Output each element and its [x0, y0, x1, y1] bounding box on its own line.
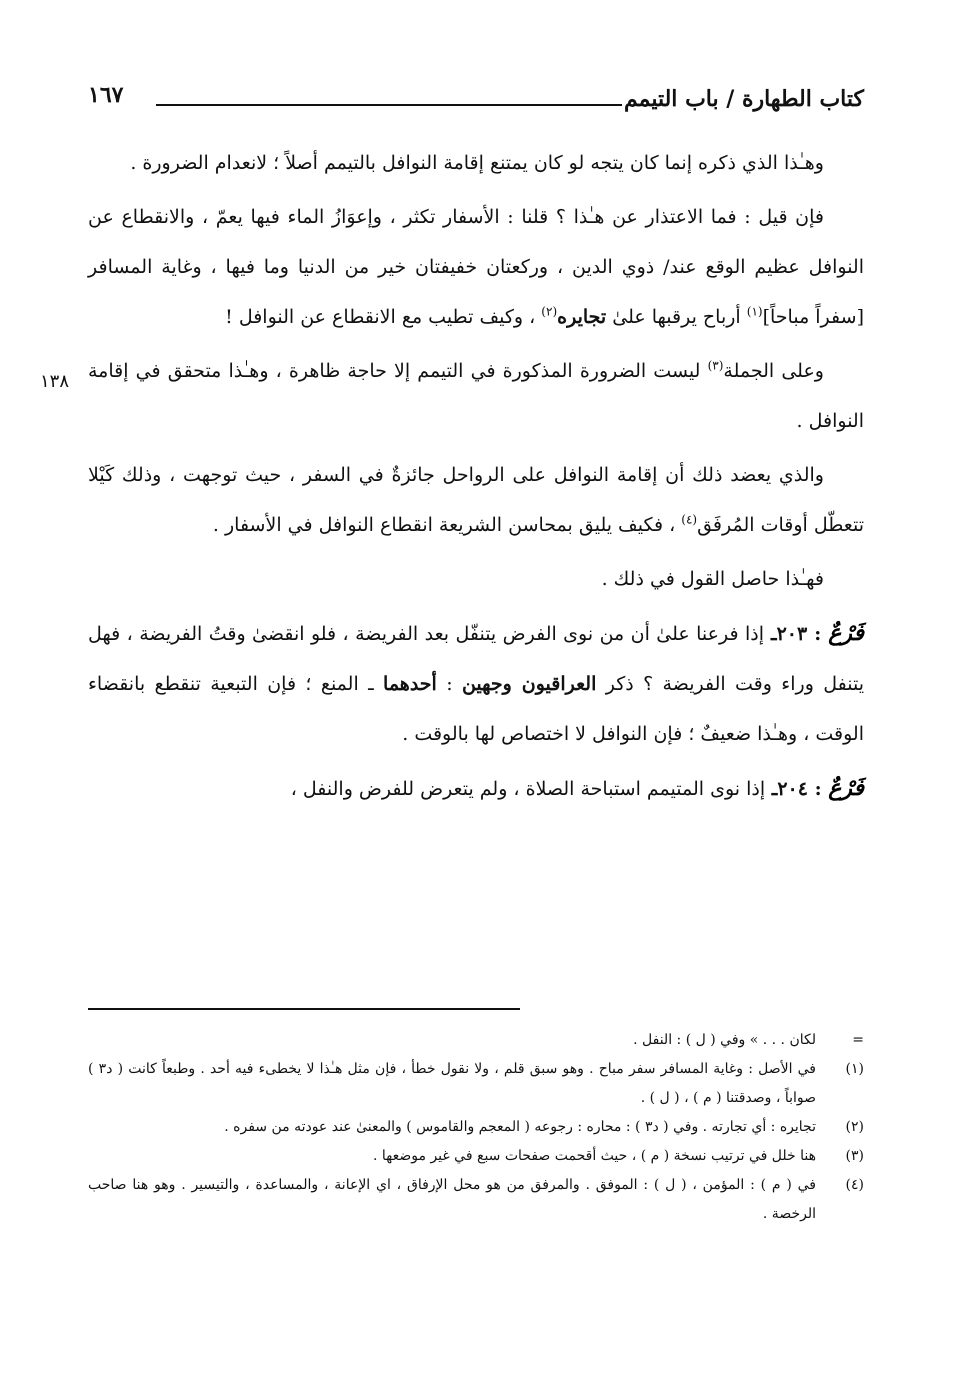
running-header: [88, 78, 864, 118]
paragraph-6-text-c: ـ المنع ؛ فإن التبعية تنقطع بانقضاء الوقت ، وهـٰذا ضعيفٌ ؛ فإن النوافل لا اختصاص لها بالوقت .: [88, 673, 864, 745]
far-number: : ٢٠٤ـ: [765, 778, 829, 800]
footnote-mark: (٣): [845, 1148, 864, 1164]
paragraph-6-text-a: إذا فرعنا علىٰ أن من نوى الفرض يتنفّل بعد الفريضة ، فلو انقضىٰ وقتُ الفريضة ، فهل يتنفل وراء وقت الفريضة ؟ ذكر: [88, 623, 864, 695]
paragraph-2: [88, 192, 864, 342]
page-number: ١٦٧: [88, 82, 124, 108]
paragraph-2-text-c: ، وكيف تطيب مع الانقطاع عن النوافل !: [225, 306, 542, 328]
far-number: : ٢٠٣ـ: [764, 623, 829, 645]
main-text: [88, 138, 864, 814]
footnote-1: [88, 1055, 864, 1113]
footnote-text: تجايره : أي تجارته . وفي ( د٣ ) : محاره : رجوعه ( المعجم والقاموس ) والمعنىٰ عند عودته من سفره .: [224, 1119, 816, 1135]
book-page: [40, 78, 864, 1338]
header-title: كتاب الطهارة / باب التيمم: [623, 86, 864, 112]
footnote-mark: (٤): [845, 1177, 864, 1193]
paragraph-6-far: [88, 608, 864, 759]
paragraph-1: وهـٰذا الذي ذكره إنما كان يتجه لو كان يمتنع إقامة النوافل بالتيمم أصلاً ؛ لانعدام الضرورة .: [130, 152, 824, 174]
footnotes: [88, 1026, 864, 1229]
footnote-text: في ( م ) : المؤمن ، ( ل ) : الموفق . والمرفق من هو محل الإرفاق ، اي الإعانة ، والمساعدة ، والتيسير . وهو هنا صاحب الرخصة .: [88, 1177, 816, 1222]
paragraph-3-text-a: وعلى الجملة: [723, 360, 824, 382]
paragraph-6-bold-2: أحدهما: [383, 673, 437, 695]
paragraph-3: [88, 346, 864, 446]
footnote-ref-4[interactable]: (٤): [681, 512, 698, 527]
footnote-mark: (١): [845, 1061, 864, 1077]
footnote-3: [88, 1142, 864, 1171]
footnote-mark: =: [852, 1032, 864, 1048]
footnote-text: هنا خلل في ترتيب نسخة ( م ) ، حيث أقحمت صفحات سبع في غير موضعها .: [373, 1148, 816, 1164]
paragraph-5: فهـٰذا حاصل القول في ذلك .: [601, 568, 824, 590]
footnote-4: [88, 1171, 864, 1229]
header-rule: [156, 104, 622, 106]
footnote-2: [88, 1113, 864, 1142]
paragraph-6-bold-1: العراقيون وجهين: [461, 673, 597, 695]
far-label: فَرْعٌ: [828, 775, 864, 801]
footnote-ref-2[interactable]: (٢): [541, 304, 558, 319]
footnote-text: لكان . . . » وفي ( ل ) : النفل .: [633, 1032, 816, 1048]
paragraph-7-far: [88, 763, 864, 814]
footnote-rule: [88, 1008, 520, 1010]
far-label: فَرْعٌ: [828, 620, 864, 646]
paragraph-2-text-a: فإن قيل : فما الاعتذار عن هـٰذا ؟ قلنا : الأسفار تكثر ، وإعوَازُ الماء فيها يعمّ ، والانقطاع عن النوافل عظيم الوقع عند/ ذوي الدين ، وركعتان خفيفتان خير من الدنيا وما فيها ، وغاية المسافر [سفراً مباحاً]: [88, 206, 864, 328]
footnote-ref-1[interactable]: (١): [746, 304, 763, 319]
paragraph-4-text-a: والذي يعضد ذلك أن إقامة النوافل على الرواحل جائزةٌ في السفر ، حيث توجهت ، وذلك كَيْلا تتعطّل أوقات المُرفَق: [88, 464, 864, 536]
paragraph-2-bold-word: تجايره: [557, 306, 607, 328]
footnote-continuation: [88, 1026, 864, 1055]
footnote-mark: (٢): [845, 1119, 864, 1135]
footnote-ref-3[interactable]: (٣): [707, 358, 724, 373]
paragraph-4: [88, 450, 864, 550]
paragraph-6-text-b: :: [436, 673, 462, 695]
footnote-text: في الأصل : وغاية المسافر سفر مباح . وهو سبق قلم ، ولا نقول خطأ ، فإن مثل هـٰذا لا يخطىء فيه أحد . وطبعاً كانت ( د٣ ) صواباً ، وصدقتنا ( م ) ، ( ل ) .: [88, 1061, 816, 1106]
paragraph-3-text-b: ليست الضرورة المذكورة في التيمم إلا حاجة ظاهرة ، وهـٰذا متحقق في إقامة النوافل .: [88, 360, 864, 432]
paragraph-2-text-b: أرباح يرقبها علىٰ: [606, 306, 747, 328]
paragraph-4-text-b: ، فكيف يليق بمحاسن الشريعة انقطاع النوافل في الأسفار .: [212, 514, 682, 536]
paragraph-7-text-a: إذا نوى المتيمم استباحة الصلاة ، ولم يتعرض للفرض والنفل ،: [290, 778, 766, 800]
margin-manuscript-number: ١٣٨: [40, 371, 70, 392]
